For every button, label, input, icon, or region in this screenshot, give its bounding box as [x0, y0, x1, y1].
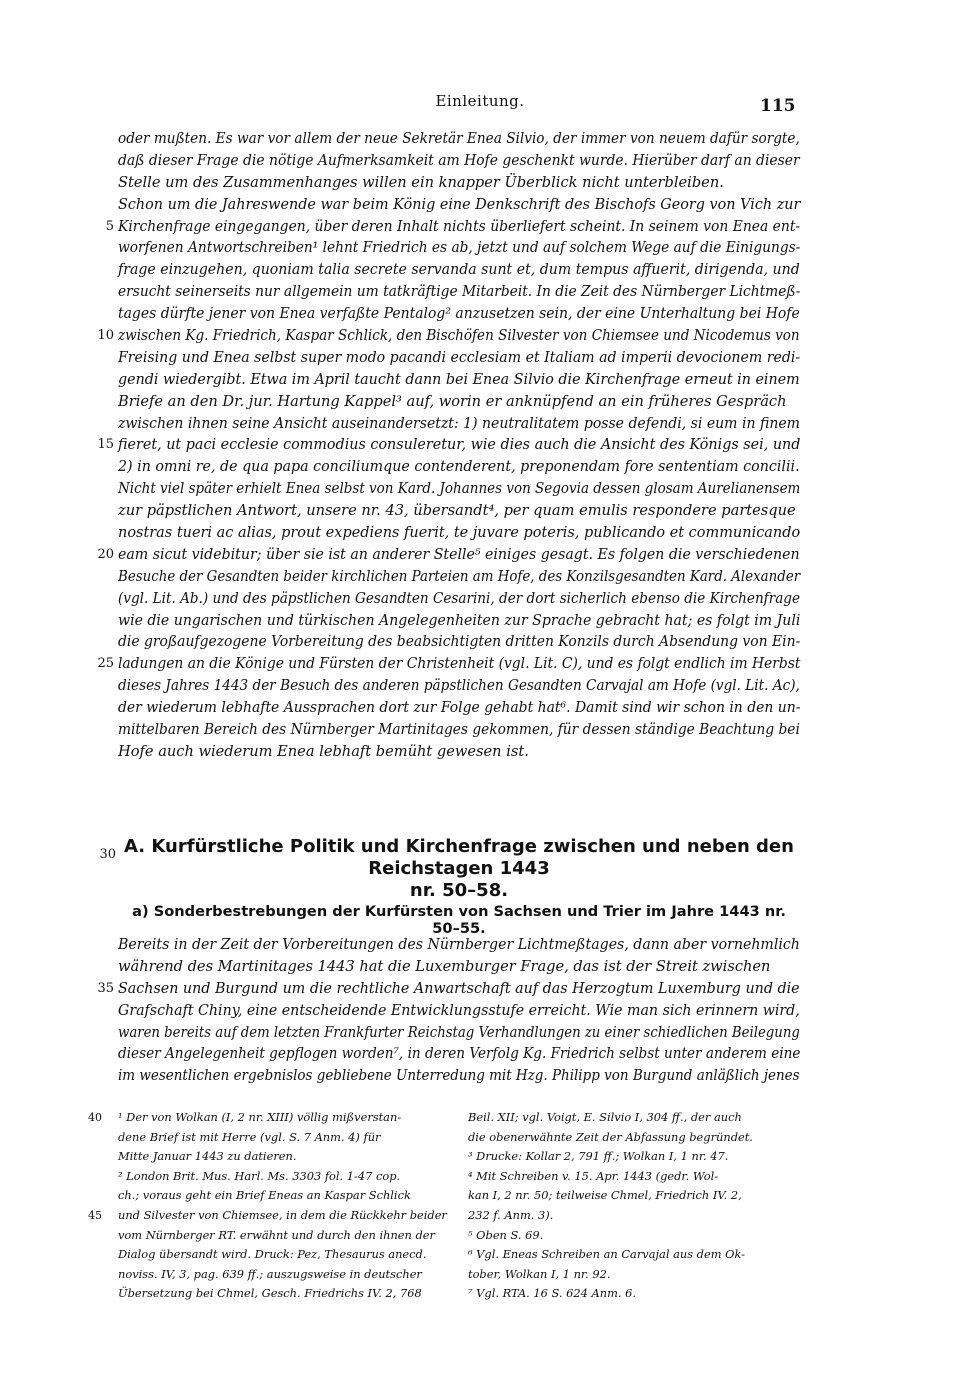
- line-text: dieses Jahres 1443 der Besuch des anderen päpstlichen Gesandten Carvajal am Hofe (vgl. Lit. Ac),: [118, 677, 800, 695]
- line-text: Dialog übersandt wird. Druck: Pez, Thesaurus anecd.: [118, 1247, 427, 1262]
- line-text: Nicht viel später erhielt Enea selbst von Kard. Johannes von Segovia dessen glosam Aurelianensem: [118, 480, 801, 498]
- line-text: dene Brief ist mit Herre (vgl. S. 7 Anm. 4) für: [118, 1129, 381, 1144]
- text-line: [118, 1226, 443, 1246]
- line-number: 15: [97, 437, 114, 453]
- text-line: [118, 956, 800, 978]
- text-line: [118, 1186, 443, 1206]
- line-text: ⁵ Oben S. 69.: [468, 1227, 544, 1242]
- page-number: 115: [760, 96, 796, 116]
- text-line: [118, 522, 800, 544]
- line-text: 2) in omni re, de qua papa conciliumque contenderent, preponendam fore sententiam concilii.: [118, 458, 800, 476]
- line-text: noviss. IV, 3, pag. 639 ff.; auszugsweise in deutscher: [118, 1266, 422, 1281]
- text-line: [118, 1000, 800, 1022]
- text-line: [118, 566, 800, 588]
- text-line: [118, 675, 800, 697]
- line-text: ⁶ Vgl. Eneas Schreiben an Carvajal aus dem Ok-: [468, 1247, 746, 1262]
- line-text: die obenerwähnte Zeit der Abfassung begründet.: [468, 1129, 753, 1144]
- text-line: [118, 1265, 443, 1285]
- line-text: ¹ Der von Wolkan (I, 2 nr. XIII) völlig mißverstan-: [118, 1110, 402, 1124]
- text-line: [118, 478, 800, 500]
- text-line: [118, 413, 800, 435]
- text-line: [118, 1065, 800, 1087]
- line-text: frage einzugehen, quoniam talia secrete servanda sunt et, dum tempus affuerit, dirigenda, und: [118, 261, 800, 279]
- text-line: [468, 1265, 793, 1285]
- line-text: eam sicut videbitur; über sie ist an anderer Stelle⁵ einiges gesagt. Es folgen die verschiedenen: [118, 545, 800, 563]
- line-number: 30: [99, 847, 116, 862]
- line-text: ersucht seinerseits nur allgemein um tatkräftige Mitarbeit. In die Zeit des Nürnberger Lichtmeß-: [118, 283, 801, 301]
- line-text: gendi wiedergibt. Etwa im April taucht dann bei Enea Silvio die Kirchenfrage erneut in einem: [118, 370, 800, 388]
- line-text: Hofe auch wiederum Enea lebhaft bemüht gewesen ist.: [118, 742, 529, 760]
- line-text: die großaufgezogene Vorbereitung des beabsichtigten dritten Konzils durch Absendung von Ein-: [118, 633, 801, 651]
- line-text: Beil. XII; vgl. Voigt, E. Silvio I, 304 ff., der auch: [468, 1110, 742, 1124]
- text-line: [88, 1206, 447, 1226]
- line-text: fieret, ut paci ecclesie commodius consuleretur, wie dies auch die Ansicht des Königs sei, und: [118, 436, 801, 454]
- text-line: [468, 1186, 793, 1206]
- line-text: dieser Angelegenheit gepflogen worden⁷, in deren Verfolg Kg. Friedrich selbst unter anderem eine: [118, 1045, 801, 1063]
- text-line: [468, 1245, 793, 1265]
- text-line: [97, 434, 801, 456]
- text-line: [118, 1128, 443, 1148]
- line-number: 20: [97, 546, 114, 562]
- text-line: [468, 1108, 793, 1128]
- text-line: [118, 610, 800, 632]
- line-text: während des Martinitages 1443 hat die Luxemburger Frage, das ist der Streit zwischen: [118, 957, 771, 975]
- section-a-paragraph: [97, 934, 801, 1087]
- text-line: [118, 347, 800, 369]
- line-text: wie die ungarischen und türkischen Angelegenheiten zur Sprache gebracht hat; es folgt im Juli: [118, 611, 801, 629]
- line-text: waren bereits auf dem letzten Frankfurter Reichstag Verhandlungen zu einer schiedlichen Beilegung: [118, 1023, 800, 1041]
- text-line: [118, 631, 800, 653]
- text-line: [118, 259, 800, 281]
- section-heading-a: [99, 836, 800, 902]
- text-line: [118, 391, 800, 413]
- text-line: [97, 653, 801, 675]
- line-text: Freising und Enea selbst super modo pacandi ecclesiam et Italiam ad imperii devocionem redi-: [118, 348, 801, 366]
- line-text: tages dürfte jener von Enea verfaßte Pentalog² anzusetzen sein, der eine Unterhaltung bei Hofe: [118, 305, 800, 323]
- section-heading-a-line2: nr. 50–58.: [409, 880, 509, 901]
- text-line: [118, 741, 800, 763]
- text-line: [118, 697, 800, 719]
- line-text: Schon um die Jahreswende war beim König eine Denkschrift des Bischofs Georg von Vich zur: [118, 195, 801, 213]
- line-text: tober, Wolkan I, 1 nr. 92.: [468, 1266, 611, 1281]
- text-line: [118, 150, 800, 172]
- text-line: [468, 1167, 793, 1187]
- text-line: [88, 1108, 443, 1128]
- line-text: ² London Brit. Mus. Harl. Ms. 3303 fol. 1-47 cop.: [118, 1168, 401, 1183]
- line-text: mittelbaren Bereich des Nürnberger Martinitages gekommen, für dessen ständige Beachtung bei: [118, 721, 800, 739]
- text-line: [118, 172, 800, 194]
- line-text: ³ Drucke: Kollar 2, 791 ff.; Wolkan I, 1 nr. 47.: [468, 1149, 729, 1164]
- footnotes-right-column: [468, 1108, 793, 1304]
- line-text: nostras tueri ac alias, prout expediens fuerit, te juvare poteris, publicando et communicando: [118, 524, 801, 542]
- text-line: [118, 369, 800, 391]
- line-text: Sachsen und Burgund um die rechtliche Anwartschaft auf das Herzogtum Luxemburg und die: [118, 979, 800, 997]
- text-line: [97, 978, 800, 1000]
- line-number: 45: [88, 1208, 102, 1222]
- line-number: 40: [88, 1111, 102, 1124]
- text-line: [118, 128, 800, 150]
- text-line: [118, 237, 800, 259]
- line-text: (vgl. Lit. Ab.) und des päpstlichen Gesandten Cesarini, der dort sicherlich ebenso die Kirchenfrage: [118, 589, 801, 607]
- text-line: [118, 281, 800, 303]
- text-line: [468, 1206, 793, 1226]
- text-line: [118, 1147, 443, 1167]
- line-number: 5: [105, 218, 114, 234]
- text-line: [118, 1167, 443, 1187]
- text-line: [118, 1284, 443, 1304]
- line-number: 35: [97, 980, 114, 996]
- line-text: Grafschaft Chiny, eine entscheidende Entwicklungsstufe erreicht. Wie man sich erinnern wird,: [118, 1001, 800, 1019]
- line-text: worfenen Antwortschreiben¹ lehnt Friedrich es ab, jetzt und auf solchem Wege auf die Einigungs-: [118, 239, 801, 257]
- line-text: Übersetzung bei Chmel, Gesch. Friedrichs IV. 2, 768: [118, 1286, 422, 1301]
- line-text: kan I, 2 nr. 50; teilweise Chmel, Friedrich IV. 2,: [468, 1188, 742, 1203]
- text-line: [468, 1128, 793, 1148]
- running-head: Einleitung.: [435, 92, 525, 110]
- subsection-heading-a: a) Sonderbestrebungen der Kurfürsten von Sachsen und Trier im Jahre 1443 nr. 50–55.: [132, 903, 786, 937]
- line-text: Besuche der Gesandten beider kirchlichen Parteien am Hofe, des Konzilsgesandten Kard. Alexander: [118, 567, 801, 585]
- line-number: 10: [97, 328, 114, 344]
- text-line: [118, 1043, 800, 1065]
- text-line: [118, 588, 800, 610]
- line-text: Stelle um des Zusammenhanges willen ein knapper Überblick nicht unterbleiben.: [118, 173, 724, 191]
- text-line: [468, 1284, 793, 1304]
- intro-paragraphs: [97, 128, 801, 763]
- line-text: der wiederum lebhafte Aussprachen dort zur Folge gehabt hat⁶. Damit sind wir schon in den un-: [118, 699, 801, 717]
- line-text: und Silvester von Chiemsee, in dem die Rückkehr beider: [118, 1207, 447, 1222]
- text-line: [118, 303, 800, 325]
- text-line: [118, 719, 800, 741]
- text-line: [118, 500, 800, 522]
- line-text: daß dieser Frage die nötige Aufmerksamkeit am Hofe geschenkt wurde. Hierüber darf an dieser: [118, 151, 800, 169]
- text-line: [468, 1147, 793, 1167]
- text-line: [118, 1245, 443, 1265]
- text-line: [118, 194, 800, 216]
- line-text: Bereits in der Zeit der Vorbereitungen des Nürnberger Lichtmeßtages, dann aber vornehmlich: [118, 936, 800, 953]
- text-line: [118, 456, 800, 478]
- line-text: ⁷ Vgl. RTA. 16 S. 624 Anm. 6.: [468, 1286, 636, 1301]
- text-line: [97, 325, 800, 347]
- line-text: Briefe an den Dr. jur. Hartung Kappel³ auf, worin er anknüpfend an ein früheres Gespräch: [118, 392, 787, 410]
- section-heading-a-line1: A. Kurfürstliche Politik und Kirchenfrage zwischen und neben den Reichstagen 1443: [124, 836, 794, 879]
- footnotes-left-column: [88, 1108, 447, 1304]
- line-text: vom Nürnberger RT. erwähnt und durch den ihnen der: [118, 1227, 435, 1242]
- line-text: Kirchenfrage eingegangen, über deren Inhalt nichts überliefert scheint. In seinem von Enea ent-: [118, 217, 801, 235]
- text-line: [468, 1226, 793, 1246]
- line-text: oder mußten. Es war vor allem der neue Sekretär Enea Silvio, der immer von neuem dafür sorgte,: [118, 130, 800, 147]
- line-text: zwischen Kg. Friedrich, Kaspar Schlick, den Bischöfen Silvester von Chiemsee und Nicodemus von: [118, 327, 800, 345]
- line-text: zwischen ihnen seine Ansicht auseinandersetzt: 1) neutralitatem posse defendi, si eum in finem: [118, 414, 800, 432]
- line-text: ladungen an die Könige und Fürsten der Christenheit (vgl. Lit. C), und es folgt endlich im Herbst: [118, 655, 801, 673]
- text-line: [118, 1022, 800, 1044]
- line-text: zur päpstlichen Antwort, unsere nr. 43, übersandt⁴, per quam emulis respondere partesque: [118, 502, 796, 520]
- text-line: [118, 934, 800, 956]
- line-text: im wesentlichen ergebnislos gebliebene Unterredung mit Hzg. Philipp von Burgund anläßlich jenes: [118, 1067, 800, 1085]
- line-text: ⁴ Mit Schreiben v. 15. Apr. 1443 (gedr. Wol-: [468, 1168, 719, 1183]
- line-text: ch.; voraus geht ein Brief Eneas an Kaspar Schlick: [118, 1188, 411, 1203]
- line-number: 25: [97, 656, 114, 672]
- text-line: [97, 544, 800, 566]
- line-text: Mitte Januar 1443 zu datieren.: [118, 1149, 297, 1164]
- line-text: 232 f. Anm. 3).: [468, 1207, 554, 1222]
- text-line: [105, 216, 801, 238]
